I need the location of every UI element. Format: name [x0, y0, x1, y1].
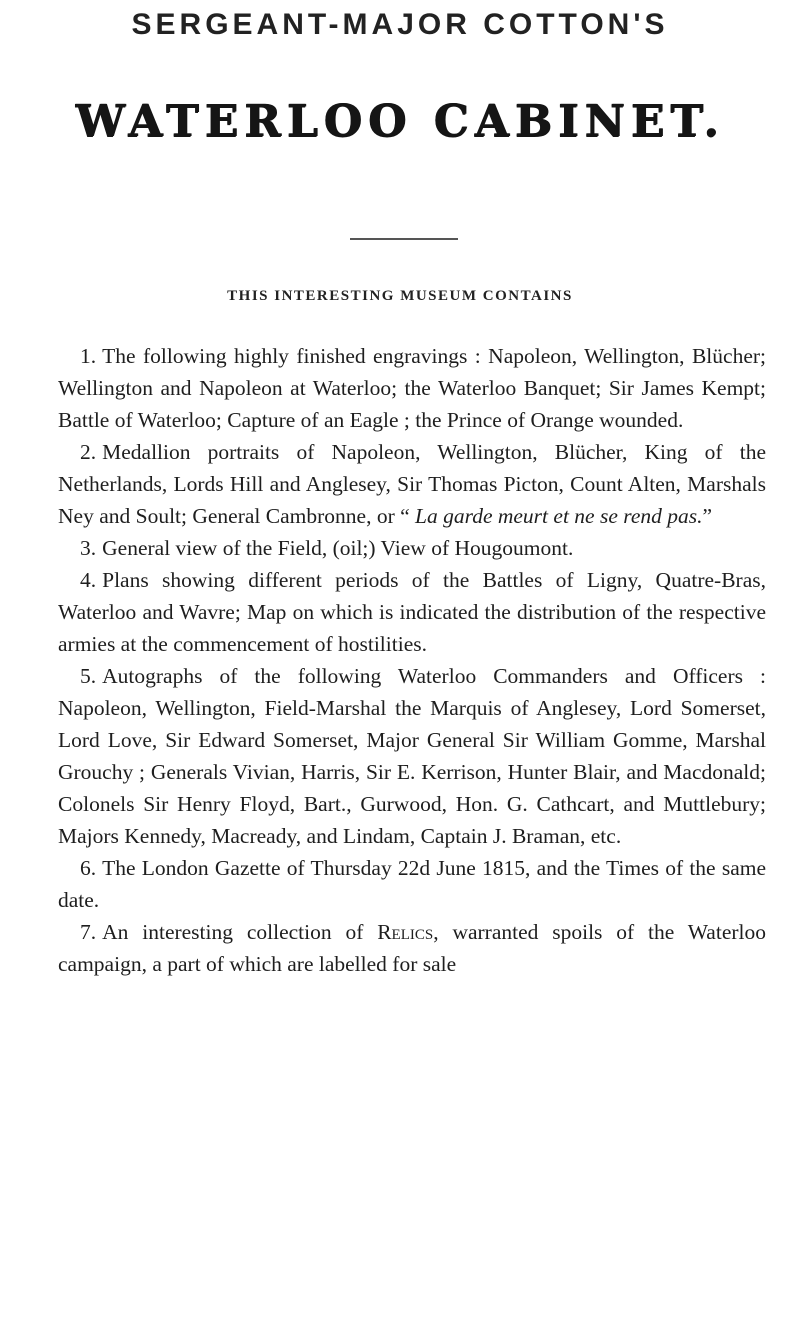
item-number: 3.	[80, 536, 97, 560]
list-item	[58, 660, 766, 852]
item-number: 1.	[80, 344, 97, 368]
item-text: Autographs of the following Waterloo Commanders and Officers : Napoleon, Wellington, Field-Marshal the Marquis of Anglesey, Lord Somerset, Lord Love, Sir Edward Somerset, Major General Sir William Gomme, Marshal Grouchy ; Generals Vivian, Harris, Sir E. Kerrison, Hunter Blair, and Macdonald; Colonels Sir Henry Floyd, Bart., Gurwood, Hon. G. Cathcart, and Muttlebury; Majors Kennedy, Macready, and Lindam, Captain J. Braman, etc.	[58, 664, 766, 848]
item-text: Plans showing different periods of the Battles of Ligny, Quatre-Bras, Waterloo and Wavre; Map on which is indicated the distribution of the respective armies at the commencement of hostilities.	[58, 568, 766, 656]
item-text-end: ”	[702, 504, 713, 528]
section-heading: THIS INTERESTING MUSEUM CONTAINS	[227, 288, 573, 304]
divider-rule	[350, 238, 458, 240]
item-list	[58, 340, 766, 980]
item-number: 6.	[80, 856, 97, 880]
item-text: Medallion portraits of Napoleon, Wellington, Blücher, King of the Netherlands, Lords Hill and Anglesey, Sir Thomas Picton, Count Alten, Marshals Ney and Soult; General Cambronne, or “	[58, 440, 766, 528]
list-item	[58, 436, 766, 532]
list-item	[58, 852, 766, 916]
item-text: The following highly finished engravings : Napoleon, Wellington, Blücher; Wellington and Napoleon at Waterloo; the Waterloo Banquet; Sir James Kempt; Battle of Waterloo; Capture of an Eagle ; the Prince of Orange wounded.	[58, 344, 766, 432]
item-number: 7.	[80, 920, 97, 944]
item-number: 2.	[80, 440, 97, 464]
item-text: The London Gazette of Thursday 22d June 1815, and the Times of the same date.	[58, 856, 766, 912]
item-text: General view of the Field, (oil;) View of Hougoumont.	[102, 536, 574, 560]
item-text: An interesting collection of	[102, 920, 378, 944]
item-text-end: , warranted spoils of the Waterloo campaign, a part of which are labelled for sale	[58, 920, 766, 976]
item-quote: La garde meurt et ne se rend pas.	[415, 504, 703, 528]
list-item	[58, 564, 766, 660]
list-item	[58, 532, 766, 564]
item-number: 4.	[80, 568, 97, 592]
item-smallcaps: Relics	[377, 920, 434, 944]
list-item	[58, 916, 766, 980]
list-item	[58, 340, 766, 436]
item-number: 5.	[80, 664, 97, 688]
page-title: WATERLOO CABINET.	[75, 96, 725, 147]
page-header: SERGEANT-MAJOR COTTON'S	[131, 8, 669, 41]
